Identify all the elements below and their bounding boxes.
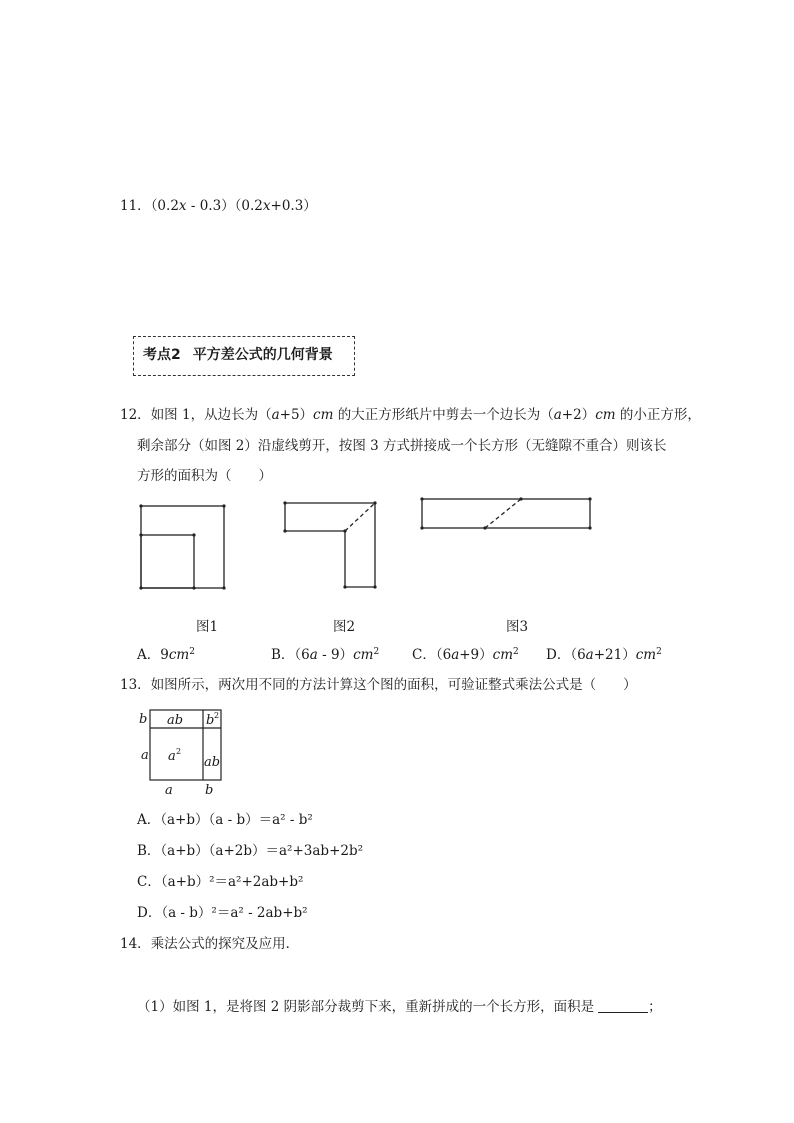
question-number: 11．	[120, 198, 151, 214]
section-label: 考点2	[143, 347, 181, 363]
q12-figures	[130, 495, 610, 595]
fig3-caption: 图3	[506, 619, 529, 635]
q12-option-a[interactable]: A．$9cm^2$	[137, 647, 195, 663]
fig3-cut-line	[485, 499, 521, 528]
section-header	[133, 336, 355, 376]
fig1-big-square	[141, 506, 224, 588]
q12-option-b[interactable]: B．$(6a - 9)cm^2$	[271, 647, 380, 663]
q13-label-ab-right: ab	[204, 755, 221, 770]
question-14-sub-1: （1）如图 1，是将图 2 阴影部分裁剪下来，重新拼成的一个长方形，面积是 ；	[137, 999, 662, 1015]
question-12-line-3: 方形的面积为（ ）	[137, 468, 272, 484]
q13-label-a-left: a	[141, 748, 149, 763]
q13-option-a[interactable]: A．（a+b）（a - b）＝a² - b²	[137, 812, 313, 828]
fig2-cut-line	[345, 503, 375, 531]
question-11: 11．（0.2x - 0.3）（0.2x+0.3）	[120, 198, 317, 214]
q13-label-ab-top: ab	[167, 713, 184, 728]
q13-figure	[136, 707, 236, 799]
question-14-stem: 14．乘法公式的探究及应用．	[120, 936, 300, 952]
fig3-rectangle	[422, 499, 590, 528]
q13-label-b-left: b	[139, 712, 148, 727]
svg-text:2: 2	[214, 711, 220, 720]
answer-blank[interactable]	[598, 998, 648, 1013]
fig1-small-square	[141, 535, 194, 588]
q13-option-d[interactable]: D．（a - b）²＝a² - 2ab+b²	[137, 905, 308, 921]
q13-label-b-bottom: b	[205, 783, 214, 798]
q13-label-a-bottom: a	[165, 783, 173, 798]
svg-text:2: 2	[176, 747, 182, 756]
question-12-line-2: 剩余部分（如图 2）沿虚线剪开，按图 3 方式拼接成一个长方形（无缝隙不重合）则该长	[137, 438, 667, 454]
question-13-stem: 13．如图所示，两次用不同的方法计算这个图的面积，可验证整式乘法公式是（ ）	[120, 677, 637, 693]
fig2-caption: 图2	[333, 619, 356, 635]
q12-option-c[interactable]: C．$(6a+9)cm^2$	[412, 647, 519, 663]
q13-option-c[interactable]: C．（a+b）²＝a²+2ab+b²	[137, 874, 304, 890]
question-12-line-1: 12．如图 1，从边长为（a+5）cm 的大正方形纸片中剪去一个边长为（a+2）cm 的小正方形，	[120, 407, 701, 423]
q13-label-a2: a	[168, 749, 176, 764]
fig1-caption: 图1	[196, 619, 219, 635]
q13-label-b2: b	[206, 713, 215, 728]
q12-option-d[interactable]: D．$(6a+21)cm^2$	[546, 647, 662, 663]
q13-option-b[interactable]: B．（a+b）（a+2b）＝a²+3ab+2b²	[137, 843, 364, 859]
section-title: 平方差公式的几何背景	[192, 347, 333, 363]
